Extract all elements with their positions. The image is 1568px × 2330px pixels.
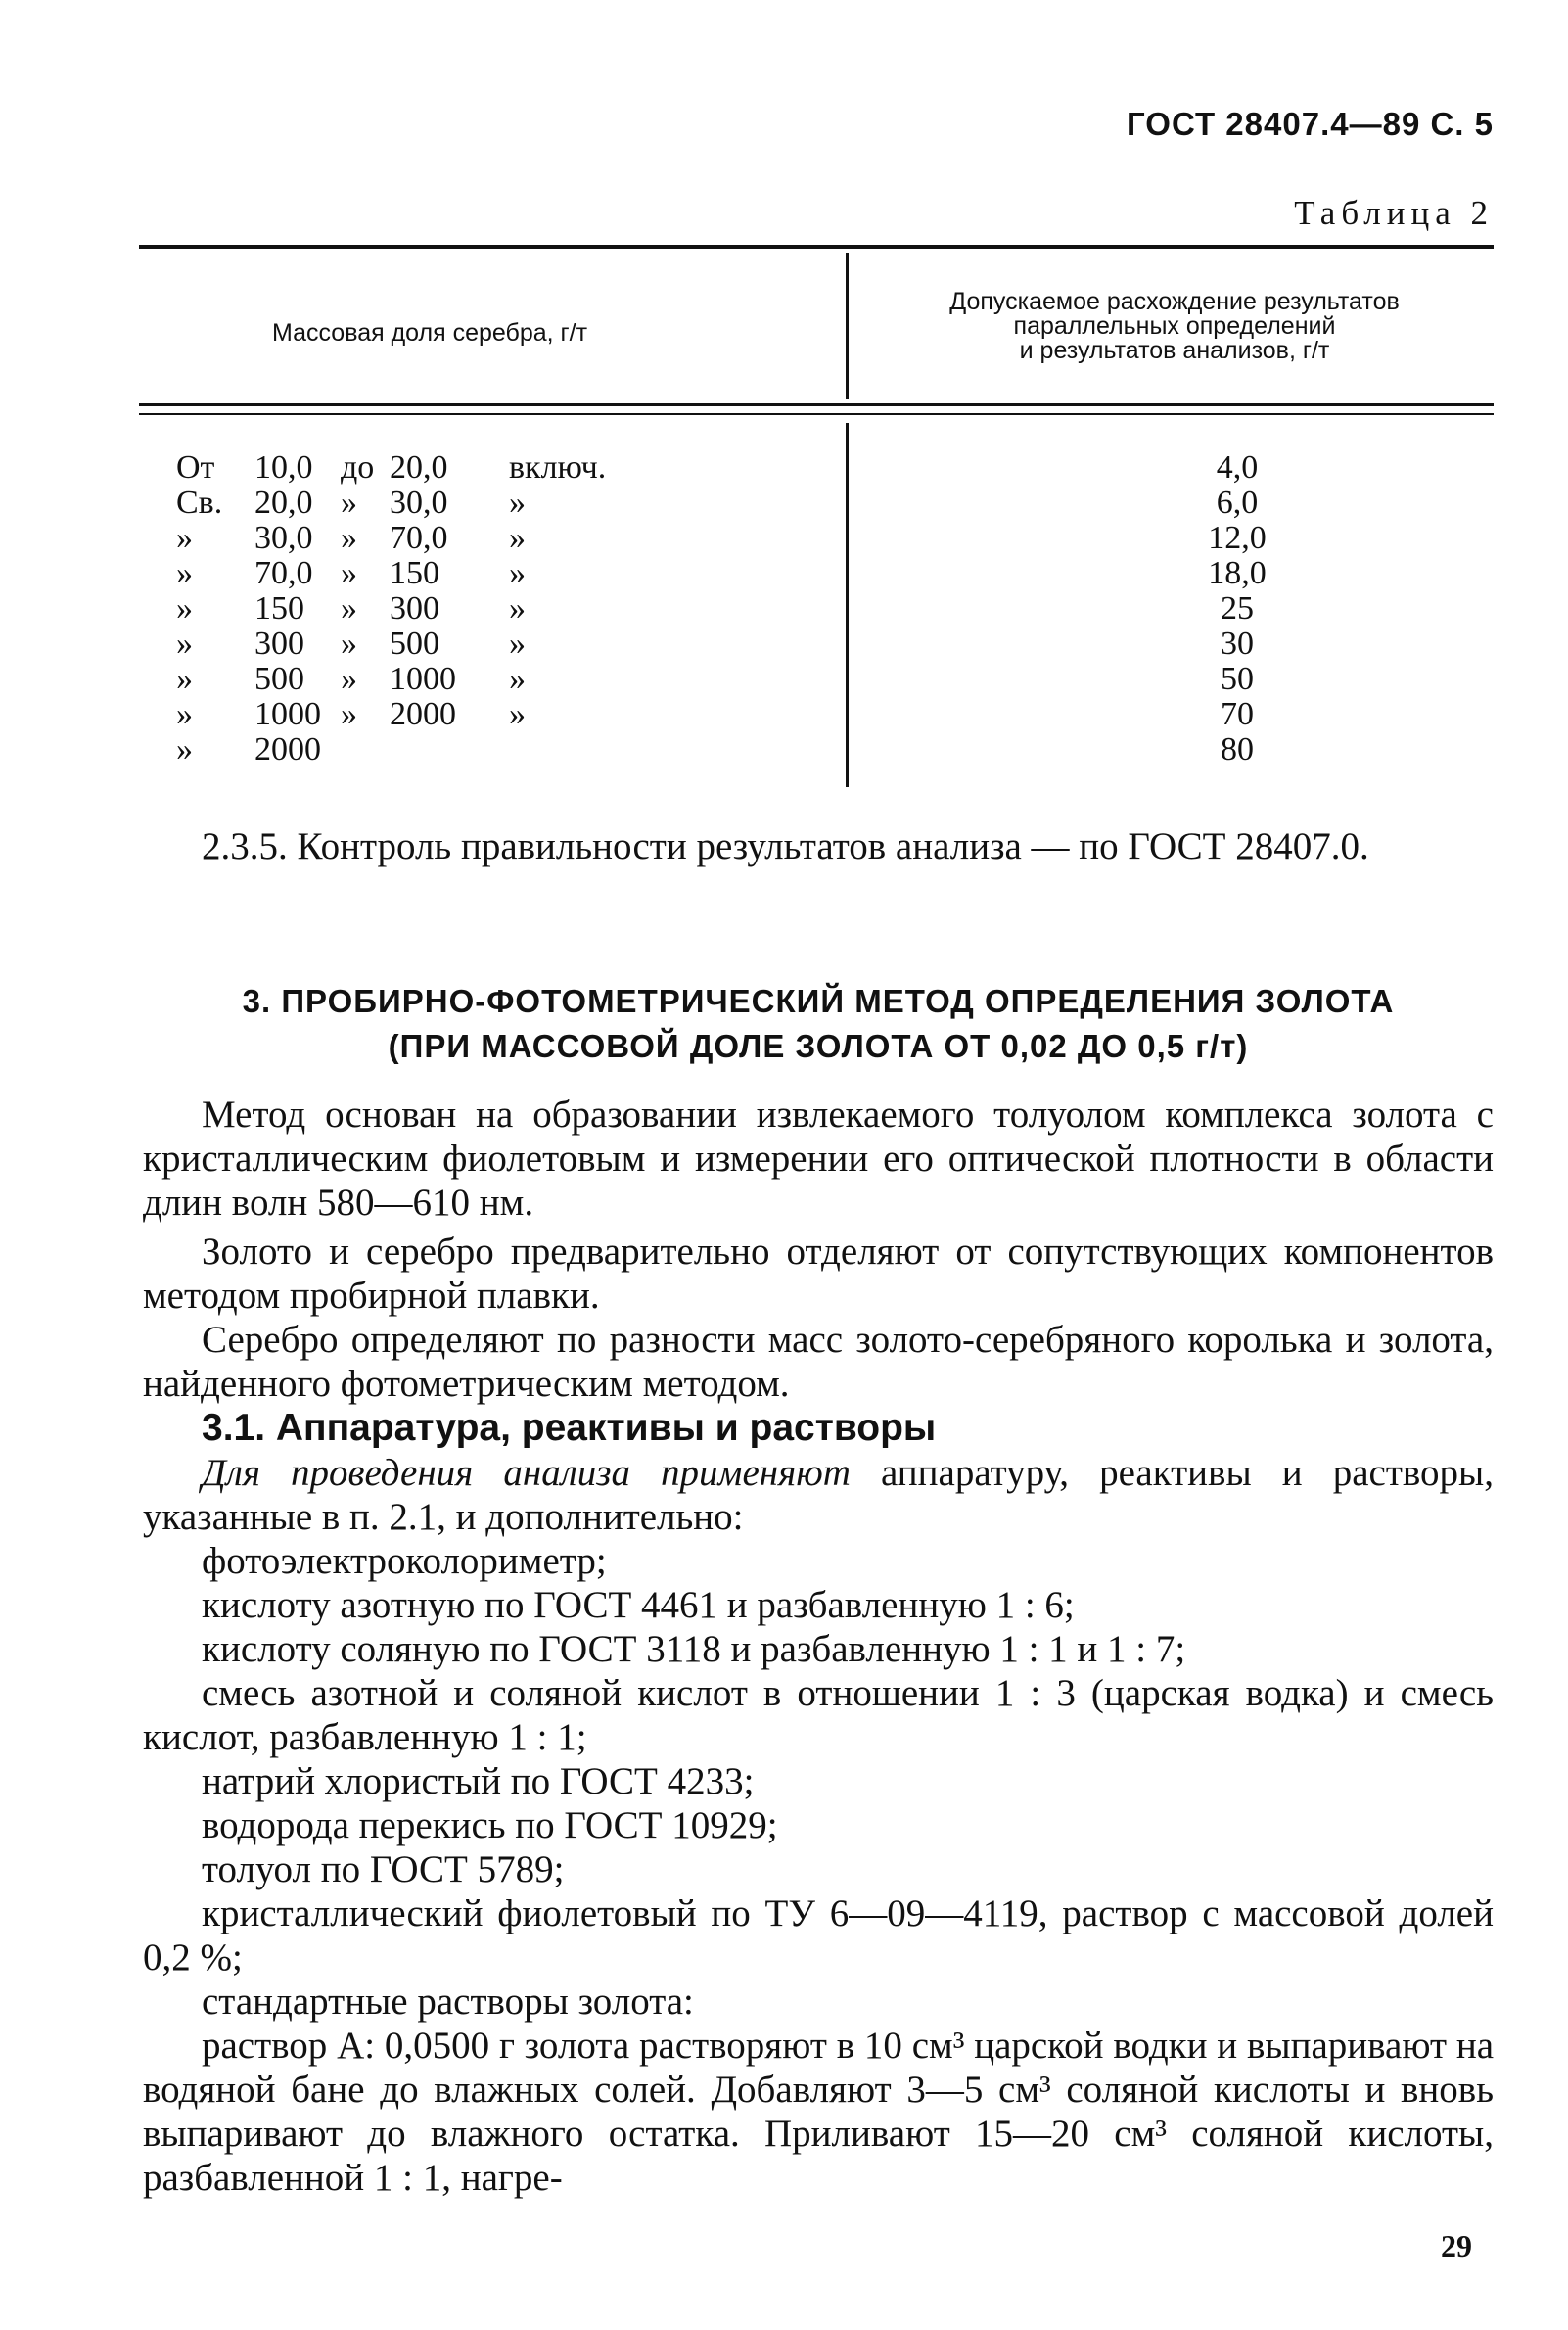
row-prefix: » [176, 555, 193, 591]
row-suffix: » [509, 696, 526, 732]
row-to-value: 500 [390, 626, 439, 662]
row-suffix: » [509, 555, 526, 591]
separation-paragraph: Золото и серебро предварительно отделяют от сопутствующих компонентов методом пробирной плавки. [143, 1231, 1494, 1317]
row-tolerance: 80 [1221, 731, 1254, 768]
apparatus-intro [143, 1451, 1494, 1539]
list-item: водорода перекись по ГОСТ 10929; [202, 1804, 778, 1846]
row-tolerance: 12,0 [1208, 520, 1267, 556]
list-item: кристаллический фиолетовый по ТУ 6—09—4119, раствор с массовой долей 0,2 %; [143, 1892, 1494, 1979]
table-row [176, 486, 1351, 521]
row-from-value: 300 [254, 626, 304, 662]
row-to-value: 300 [390, 590, 439, 627]
table-column-divider [846, 253, 849, 399]
row-prefix: » [176, 590, 193, 627]
row-from-value: 1000 [254, 696, 321, 732]
row-suffix: » [509, 520, 526, 556]
row-connector: » [341, 696, 357, 732]
column-header-tolerance [861, 290, 1488, 363]
row-connector: » [341, 520, 357, 556]
silver-paragraph: Серебро определяют по разности масс золото-серебряного королька и золота, найденного фотометрическим методом. [143, 1319, 1494, 1405]
row-connector: до [341, 449, 375, 486]
row-connector: » [341, 555, 357, 591]
row-from-value: 30,0 [254, 520, 313, 556]
row-prefix: » [176, 661, 193, 697]
page-header: ГОСТ 28407.4—89 С. 5 [1127, 106, 1494, 142]
column-header-line: Допускаемое расхождение результатов [949, 288, 1400, 315]
section-3-heading: 3. ПРОБИРНО-ФОТОМЕТРИЧЕСКИЙ МЕТОД ОПРЕДЕЛЕНИЯ ЗОЛОТА [242, 983, 1395, 1019]
row-tolerance: 50 [1221, 661, 1254, 697]
row-tolerance: 4,0 [1216, 449, 1259, 486]
list-item: кислоту азотную по ГОСТ 4461 и разбавленную 1 : 6; [202, 1584, 1075, 1626]
list-item: смесь азотной и соляной кислот в отношении 1 : 3 (царская водка) и смесь кислот, разбавленную 1 : 1; [143, 1672, 1494, 1758]
list-item: раствор А: 0,0500 г золота растворяют в 10 см³ царской водки и выпаривают на водяной бане до влажных солей. Добавляют 3—5 см³ соляной кислоты и вновь выпаривают до влажного остатка. Приливают 15—20 см³ соляной кислоты, разбавленной 1 : 1, нагре- [143, 2025, 1494, 2199]
intro-italic: Для проведения анализа применяют [202, 1452, 851, 1494]
row-suffix: включ. [509, 449, 607, 486]
table-header-rule-2 [139, 413, 1494, 415]
row-from-value: 10,0 [254, 449, 313, 486]
table-row [176, 732, 1351, 768]
row-connector: » [341, 626, 357, 662]
row-prefix: » [176, 696, 193, 732]
table-row [176, 662, 1351, 697]
table-row [176, 521, 1351, 556]
row-prefix: » [176, 520, 193, 556]
list-item: фотоэлектроколориметр; [202, 1540, 607, 1582]
table-body [176, 450, 1351, 768]
row-from-value: 150 [254, 590, 304, 627]
paragraph-2-3-5: 2.3.5. Контроль правильности результатов анализа — по ГОСТ 28407.0. [202, 825, 1369, 867]
list-item: толуол по ГОСТ 5789; [202, 1848, 565, 1890]
row-prefix: Св. [176, 485, 223, 521]
list-item: кислоту соляную по ГОСТ 3118 и разбавленную 1 : 1 и 1 : 7; [202, 1628, 1186, 1670]
row-tolerance: 18,0 [1208, 555, 1267, 591]
row-suffix: » [509, 661, 526, 697]
table-row [176, 627, 1351, 662]
row-from-value: 20,0 [254, 485, 313, 521]
subsection-3-1-title: 3.1. Аппаратура, реактивы и растворы [202, 1407, 937, 1449]
table-top-rule [139, 245, 1494, 249]
row-tolerance: 70 [1221, 696, 1254, 732]
row-to-value: 30,0 [390, 485, 448, 521]
row-prefix: От [176, 449, 215, 486]
section-3-subheading: (ПРИ МАССОВОЙ ДОЛЕ ЗОЛОТА ОТ 0,02 ДО 0,5 г/т) [388, 1028, 1249, 1064]
row-to-value: 150 [390, 555, 439, 591]
table-row [176, 556, 1351, 591]
table-row [176, 450, 1351, 486]
list-item: натрий хлористый по ГОСТ 4233; [202, 1760, 755, 1802]
list-item: стандартные растворы золота: [202, 1980, 694, 2023]
row-tolerance: 25 [1221, 590, 1254, 627]
row-from-value: 70,0 [254, 555, 313, 591]
row-prefix: » [176, 626, 193, 662]
row-to-value: 1000 [390, 661, 456, 697]
row-from-value: 500 [254, 661, 304, 697]
row-suffix: » [509, 626, 526, 662]
row-connector: » [341, 590, 357, 627]
column-header-silver-fraction: Массовая доля серебра, г/т [272, 319, 588, 347]
table-caption: Таблица 2 [1294, 194, 1494, 232]
intro-rest: аппаратуру, реактивы и растворы, указанные в п. 2.1, и дополнительно: [143, 1452, 1494, 1538]
row-connector: » [341, 485, 357, 521]
table-row [176, 591, 1351, 627]
row-suffix: » [509, 485, 526, 521]
row-to-value: 70,0 [390, 520, 448, 556]
row-connector: » [341, 661, 357, 697]
row-to-value: 2000 [390, 696, 456, 732]
column-header-line: и результатов анализов, г/т [1019, 337, 1330, 364]
row-suffix: » [509, 590, 526, 627]
row-tolerance: 30 [1221, 626, 1254, 662]
table-row [176, 697, 1351, 732]
page-number: 29 [1441, 2228, 1472, 2263]
row-tolerance: 6,0 [1216, 485, 1259, 521]
row-to-value: 20,0 [390, 449, 448, 486]
column-header-line: параллельных определений [1013, 312, 1336, 340]
method-paragraph: Метод основан на образовании извлекаемого толуолом комплекса золота с кристаллическим фиолетовым и измерении его оптической плотности в области длин волн 580—610 нм. [143, 1094, 1494, 1224]
row-from-value: 2000 [254, 731, 321, 768]
table-header-rule [139, 403, 1494, 406]
row-prefix: » [176, 731, 193, 768]
